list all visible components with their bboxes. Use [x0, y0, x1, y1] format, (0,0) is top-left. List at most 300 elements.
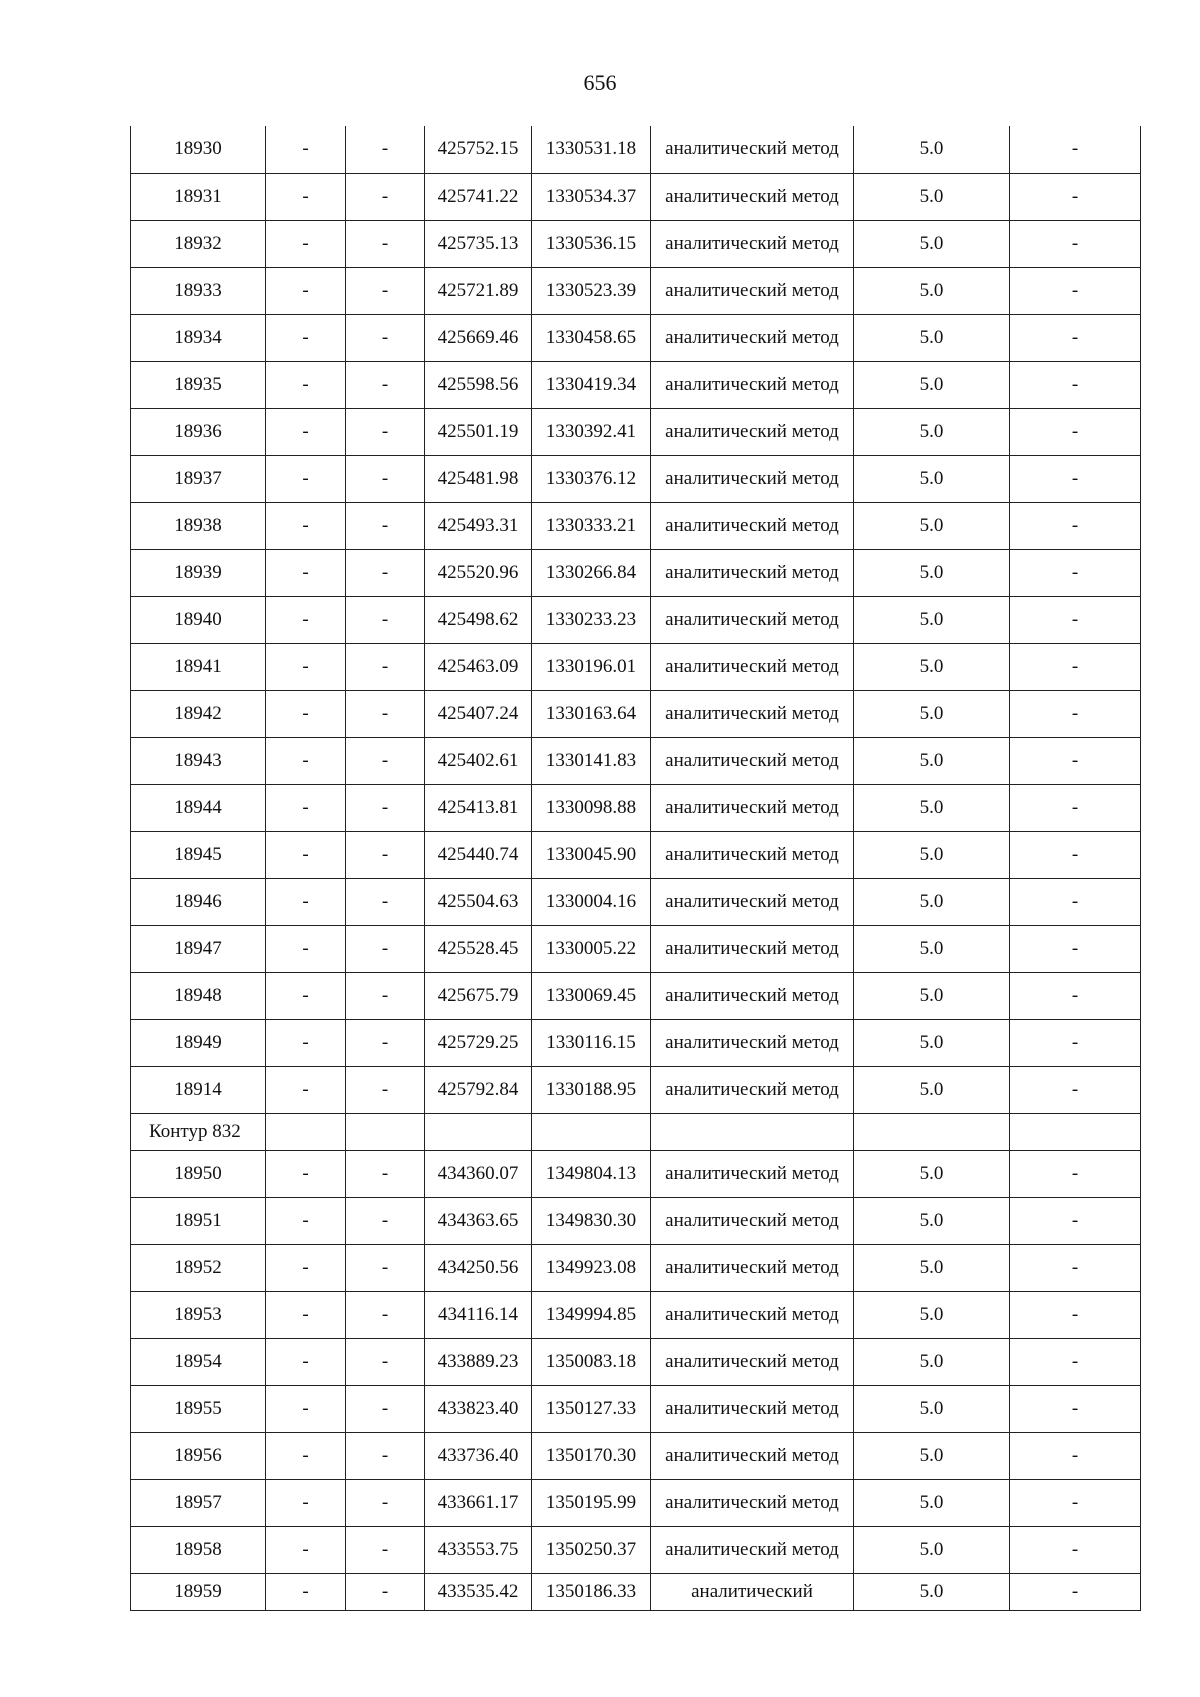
x-coordinate-cell: 425493.31	[425, 502, 532, 549]
y-coordinate-cell: 1330523.39	[532, 267, 651, 314]
dash-cell: -	[346, 831, 425, 878]
dash-cell: -	[266, 455, 346, 502]
empty-cell	[651, 1113, 854, 1150]
x-coordinate-cell: 425528.45	[425, 925, 532, 972]
empty-cell	[1010, 1113, 1141, 1150]
method-text: аналитический метод	[665, 1031, 839, 1053]
table-row	[131, 1526, 1141, 1573]
method-text: аналитический метод	[665, 279, 839, 301]
point-number-cell: 18940	[131, 596, 266, 643]
point-number-cell: 18948	[131, 972, 266, 1019]
table-row	[131, 878, 1141, 925]
precision-cell: 5.0	[854, 643, 1010, 690]
y-coordinate-cell: 1330376.12	[532, 455, 651, 502]
y-coordinate-cell: 1330188.95	[532, 1066, 651, 1113]
contour-label: Контур 832	[131, 1113, 266, 1150]
precision-cell: 5.0	[854, 784, 1010, 831]
dash-cell: -	[266, 831, 346, 878]
dash-cell: -	[266, 690, 346, 737]
table-row	[131, 1244, 1141, 1291]
dash-cell: -	[266, 1385, 346, 1432]
method-text: аналитический метод	[665, 1303, 839, 1325]
method-text: аналитический метод	[665, 984, 839, 1006]
x-coordinate-cell: 425741.22	[425, 173, 532, 220]
precision-cell: 5.0	[854, 1432, 1010, 1479]
y-coordinate-cell: 1350083.18	[532, 1338, 651, 1385]
y-coordinate-cell: 1330233.23	[532, 596, 651, 643]
precision-cell: 5.0	[854, 314, 1010, 361]
point-number-cell: 18947	[131, 925, 266, 972]
dash-cell: -	[266, 784, 346, 831]
x-coordinate-cell: 425520.96	[425, 549, 532, 596]
dash-cell: -	[266, 1479, 346, 1526]
dash-cell: -	[346, 549, 425, 596]
method-cell	[651, 596, 854, 643]
x-coordinate-cell: 425504.63	[425, 878, 532, 925]
table-row	[131, 596, 1141, 643]
note-cell: -	[1010, 1019, 1141, 1066]
dash-cell: -	[346, 361, 425, 408]
precision-cell: 5.0	[854, 1338, 1010, 1385]
note-cell: -	[1010, 361, 1141, 408]
x-coordinate-cell: 425463.09	[425, 643, 532, 690]
table-row	[131, 455, 1141, 502]
table-row	[131, 1150, 1141, 1197]
dash-cell: -	[346, 1244, 425, 1291]
table-row	[131, 925, 1141, 972]
method-cell	[651, 1573, 854, 1610]
dash-cell: -	[266, 1573, 346, 1610]
dash-cell: -	[346, 925, 425, 972]
method-cell	[651, 1197, 854, 1244]
dash-cell: -	[346, 1066, 425, 1113]
method-text: аналитический метод	[665, 1444, 839, 1466]
y-coordinate-cell: 1330069.45	[532, 972, 651, 1019]
table-row	[131, 220, 1141, 267]
x-coordinate-cell: 425752.15	[425, 126, 532, 173]
note-cell: -	[1010, 596, 1141, 643]
y-coordinate-cell: 1350250.37	[532, 1526, 651, 1573]
note-cell: -	[1010, 690, 1141, 737]
method-cell	[651, 925, 854, 972]
dash-cell: -	[346, 878, 425, 925]
point-number-cell: 18959	[131, 1573, 266, 1610]
y-coordinate-cell: 1349804.13	[532, 1150, 651, 1197]
x-coordinate-cell: 425721.89	[425, 267, 532, 314]
table-row	[131, 737, 1141, 784]
note-cell: -	[1010, 1150, 1141, 1197]
method-cell	[651, 1244, 854, 1291]
x-coordinate-cell: 434363.65	[425, 1197, 532, 1244]
note-cell: -	[1010, 1244, 1141, 1291]
y-coordinate-cell: 1330392.41	[532, 408, 651, 455]
method-text: аналитический метод	[665, 1350, 839, 1372]
note-cell: -	[1010, 267, 1141, 314]
method-cell	[651, 502, 854, 549]
x-coordinate-cell: 425407.24	[425, 690, 532, 737]
dash-cell: -	[266, 737, 346, 784]
method-text: аналитический метод	[665, 1256, 839, 1278]
x-coordinate-cell: 425675.79	[425, 972, 532, 1019]
note-cell: -	[1010, 1066, 1141, 1113]
precision-cell: 5.0	[854, 1479, 1010, 1526]
empty-cell	[425, 1113, 532, 1150]
dash-cell: -	[346, 455, 425, 502]
point-number-cell: 18946	[131, 878, 266, 925]
coordinates-table-body	[131, 126, 1141, 1610]
dash-cell: -	[346, 972, 425, 1019]
table-row	[131, 1432, 1141, 1479]
note-cell: -	[1010, 314, 1141, 361]
table-row	[131, 408, 1141, 455]
precision-cell: 5.0	[854, 737, 1010, 784]
point-number-cell: 18914	[131, 1066, 266, 1113]
point-number-cell: 18941	[131, 643, 266, 690]
y-coordinate-cell: 1330196.01	[532, 643, 651, 690]
note-cell: -	[1010, 549, 1141, 596]
note-cell: -	[1010, 455, 1141, 502]
method-cell	[651, 1526, 854, 1573]
note-cell: -	[1010, 1432, 1141, 1479]
y-coordinate-cell: 1330333.21	[532, 502, 651, 549]
precision-cell: 5.0	[854, 878, 1010, 925]
dash-cell: -	[346, 1526, 425, 1573]
note-cell: -	[1010, 1197, 1141, 1244]
x-coordinate-cell: 425501.19	[425, 408, 532, 455]
y-coordinate-cell: 1330005.22	[532, 925, 651, 972]
table-row	[131, 267, 1141, 314]
method-cell	[651, 1291, 854, 1338]
empty-cell	[532, 1113, 651, 1150]
dash-cell: -	[266, 1526, 346, 1573]
x-coordinate-cell: 433889.23	[425, 1338, 532, 1385]
y-coordinate-cell: 1350186.33	[532, 1573, 651, 1610]
table-row	[131, 831, 1141, 878]
precision-cell: 5.0	[854, 455, 1010, 502]
note-cell: -	[1010, 220, 1141, 267]
method-cell	[651, 784, 854, 831]
method-cell	[651, 972, 854, 1019]
method-cell	[651, 1385, 854, 1432]
point-number-cell: 18952	[131, 1244, 266, 1291]
method-cell	[651, 126, 854, 173]
note-cell: -	[1010, 1385, 1141, 1432]
x-coordinate-cell: 433535.42	[425, 1573, 532, 1610]
method-text: аналитический	[691, 1580, 813, 1602]
precision-cell: 5.0	[854, 690, 1010, 737]
dash-cell: -	[266, 173, 346, 220]
x-coordinate-cell: 425498.62	[425, 596, 532, 643]
x-coordinate-cell: 425402.61	[425, 737, 532, 784]
y-coordinate-cell: 1330534.37	[532, 173, 651, 220]
point-number-cell: 18939	[131, 549, 266, 596]
y-coordinate-cell: 1350195.99	[532, 1479, 651, 1526]
x-coordinate-cell: 433736.40	[425, 1432, 532, 1479]
precision-cell: 5.0	[854, 1573, 1010, 1610]
method-text: аналитический метод	[665, 608, 839, 630]
method-text: аналитический метод	[665, 1209, 839, 1231]
note-cell: -	[1010, 784, 1141, 831]
dash-cell: -	[266, 1432, 346, 1479]
method-text: аналитический метод	[665, 702, 839, 724]
precision-cell: 5.0	[854, 972, 1010, 1019]
dash-cell: -	[346, 267, 425, 314]
precision-cell: 5.0	[854, 1291, 1010, 1338]
dash-cell: -	[266, 1244, 346, 1291]
dash-cell: -	[266, 878, 346, 925]
method-text: аналитический метод	[665, 420, 839, 442]
method-text: аналитический метод	[665, 373, 839, 395]
method-cell	[651, 455, 854, 502]
dash-cell: -	[266, 925, 346, 972]
precision-cell: 5.0	[854, 408, 1010, 455]
table-row	[131, 502, 1141, 549]
y-coordinate-cell: 1330531.18	[532, 126, 651, 173]
y-coordinate-cell: 1330045.90	[532, 831, 651, 878]
x-coordinate-cell: 433661.17	[425, 1479, 532, 1526]
x-coordinate-cell: 425729.25	[425, 1019, 532, 1066]
method-text: аналитический метод	[665, 655, 839, 677]
point-number-cell: 18938	[131, 502, 266, 549]
precision-cell: 5.0	[854, 1385, 1010, 1432]
coordinates-table	[130, 126, 1141, 1611]
table-row	[131, 1066, 1141, 1113]
y-coordinate-cell: 1330458.65	[532, 314, 651, 361]
contour-header-row	[131, 1113, 1141, 1150]
point-number-cell: 18933	[131, 267, 266, 314]
point-number-cell: 18957	[131, 1479, 266, 1526]
dash-cell: -	[346, 314, 425, 361]
dash-cell: -	[266, 314, 346, 361]
dash-cell: -	[346, 1291, 425, 1338]
point-number-cell: 18954	[131, 1338, 266, 1385]
method-cell	[651, 314, 854, 361]
point-number-cell: 18953	[131, 1291, 266, 1338]
y-coordinate-cell: 1350127.33	[532, 1385, 651, 1432]
y-coordinate-cell: 1330163.64	[532, 690, 651, 737]
method-text: аналитический метод	[665, 1491, 839, 1513]
dash-cell: -	[346, 1019, 425, 1066]
table-row	[131, 690, 1141, 737]
note-cell: -	[1010, 878, 1141, 925]
point-number-cell: 18958	[131, 1526, 266, 1573]
method-cell	[651, 1066, 854, 1113]
dash-cell: -	[266, 1019, 346, 1066]
y-coordinate-cell: 1330266.84	[532, 549, 651, 596]
precision-cell: 5.0	[854, 1526, 1010, 1573]
dash-cell: -	[266, 549, 346, 596]
method-cell	[651, 267, 854, 314]
method-cell	[651, 643, 854, 690]
point-number-cell: 18930	[131, 126, 266, 173]
method-text: аналитический метод	[665, 232, 839, 254]
note-cell: -	[1010, 1479, 1141, 1526]
note-cell: -	[1010, 737, 1141, 784]
empty-cell	[346, 1113, 425, 1150]
y-coordinate-cell: 1330536.15	[532, 220, 651, 267]
precision-cell: 5.0	[854, 1150, 1010, 1197]
precision-cell: 5.0	[854, 596, 1010, 643]
method-text: аналитический метод	[665, 1162, 839, 1184]
precision-cell: 5.0	[854, 267, 1010, 314]
dash-cell: -	[346, 643, 425, 690]
point-number-cell: 18934	[131, 314, 266, 361]
precision-cell: 5.0	[854, 220, 1010, 267]
dash-cell: -	[266, 972, 346, 1019]
note-cell: -	[1010, 408, 1141, 455]
table-row	[131, 126, 1141, 173]
point-number-cell: 18935	[131, 361, 266, 408]
dash-cell: -	[346, 737, 425, 784]
dash-cell: -	[266, 1150, 346, 1197]
method-text: аналитический метод	[665, 1538, 839, 1560]
dash-cell: -	[266, 502, 346, 549]
dash-cell: -	[346, 173, 425, 220]
point-number-cell: 18944	[131, 784, 266, 831]
point-number-cell: 18951	[131, 1197, 266, 1244]
x-coordinate-cell: 433823.40	[425, 1385, 532, 1432]
method-cell	[651, 1150, 854, 1197]
precision-cell: 5.0	[854, 1244, 1010, 1291]
empty-cell	[854, 1113, 1010, 1150]
table-row	[131, 784, 1141, 831]
method-cell	[651, 408, 854, 455]
method-cell	[651, 1338, 854, 1385]
table-row	[131, 972, 1141, 1019]
table-row	[131, 1385, 1141, 1432]
dash-cell: -	[266, 1291, 346, 1338]
y-coordinate-cell: 1330141.83	[532, 737, 651, 784]
dash-cell: -	[346, 126, 425, 173]
dash-cell: -	[346, 1573, 425, 1610]
dash-cell: -	[346, 220, 425, 267]
x-coordinate-cell: 425440.74	[425, 831, 532, 878]
method-text: аналитический метод	[665, 185, 839, 207]
table-row	[131, 1573, 1141, 1610]
x-coordinate-cell: 434250.56	[425, 1244, 532, 1291]
dash-cell: -	[346, 596, 425, 643]
y-coordinate-cell: 1330116.15	[532, 1019, 651, 1066]
dash-cell: -	[266, 126, 346, 173]
table-row	[131, 361, 1141, 408]
method-cell	[651, 1019, 854, 1066]
x-coordinate-cell: 425481.98	[425, 455, 532, 502]
precision-cell: 5.0	[854, 1019, 1010, 1066]
note-cell: -	[1010, 1338, 1141, 1385]
point-number-cell: 18945	[131, 831, 266, 878]
table-row	[131, 1197, 1141, 1244]
precision-cell: 5.0	[854, 502, 1010, 549]
point-number-cell: 18932	[131, 220, 266, 267]
x-coordinate-cell: 434116.14	[425, 1291, 532, 1338]
method-text: аналитический метод	[665, 326, 839, 348]
point-number-cell: 18943	[131, 737, 266, 784]
note-cell: -	[1010, 925, 1141, 972]
method-cell	[651, 690, 854, 737]
point-number-cell: 18942	[131, 690, 266, 737]
table-row	[131, 1338, 1141, 1385]
method-cell	[651, 220, 854, 267]
precision-cell: 5.0	[854, 361, 1010, 408]
method-text: аналитический метод	[665, 467, 839, 489]
dash-cell: -	[346, 1432, 425, 1479]
method-text: аналитический метод	[665, 937, 839, 959]
table-row	[131, 1291, 1141, 1338]
point-number-cell: 18955	[131, 1385, 266, 1432]
y-coordinate-cell: 1330098.88	[532, 784, 651, 831]
method-text: аналитический метод	[665, 749, 839, 771]
x-coordinate-cell: 425598.56	[425, 361, 532, 408]
method-text: аналитический метод	[665, 1397, 839, 1419]
dash-cell: -	[266, 1338, 346, 1385]
dash-cell: -	[346, 1197, 425, 1244]
x-coordinate-cell: 434360.07	[425, 1150, 532, 1197]
dash-cell: -	[346, 502, 425, 549]
dash-cell: -	[266, 220, 346, 267]
empty-cell	[266, 1113, 346, 1150]
method-cell	[651, 1479, 854, 1526]
y-coordinate-cell: 1349923.08	[532, 1244, 651, 1291]
method-text: аналитический метод	[665, 843, 839, 865]
note-cell: -	[1010, 643, 1141, 690]
precision-cell: 5.0	[854, 173, 1010, 220]
point-number-cell: 18949	[131, 1019, 266, 1066]
note-cell: -	[1010, 1526, 1141, 1573]
dash-cell: -	[346, 1385, 425, 1432]
method-cell	[651, 878, 854, 925]
dash-cell: -	[266, 596, 346, 643]
dash-cell: -	[266, 267, 346, 314]
method-text: аналитический метод	[665, 796, 839, 818]
note-cell: -	[1010, 126, 1141, 173]
y-coordinate-cell: 1330419.34	[532, 361, 651, 408]
x-coordinate-cell: 433553.75	[425, 1526, 532, 1573]
dash-cell: -	[346, 1338, 425, 1385]
x-coordinate-cell: 425792.84	[425, 1066, 532, 1113]
point-number-cell: 18931	[131, 173, 266, 220]
dash-cell: -	[266, 1066, 346, 1113]
dash-cell: -	[346, 690, 425, 737]
method-cell	[651, 737, 854, 784]
note-cell: -	[1010, 502, 1141, 549]
dash-cell: -	[346, 784, 425, 831]
dash-cell: -	[266, 361, 346, 408]
method-cell	[651, 1432, 854, 1479]
dash-cell: -	[266, 1197, 346, 1244]
precision-cell: 5.0	[854, 1066, 1010, 1113]
table-row	[131, 314, 1141, 361]
precision-cell: 5.0	[854, 126, 1010, 173]
precision-cell: 5.0	[854, 1197, 1010, 1244]
y-coordinate-cell: 1349994.85	[532, 1291, 651, 1338]
x-coordinate-cell: 425413.81	[425, 784, 532, 831]
table-row	[131, 643, 1141, 690]
note-cell: -	[1010, 972, 1141, 1019]
note-cell: -	[1010, 1291, 1141, 1338]
x-coordinate-cell: 425669.46	[425, 314, 532, 361]
method-text: аналитический метод	[665, 561, 839, 583]
method-cell	[651, 173, 854, 220]
method-text: аналитический метод	[665, 514, 839, 536]
dash-cell: -	[346, 408, 425, 455]
dash-cell: -	[266, 408, 346, 455]
page-number: 656	[583, 70, 617, 95]
table-row	[131, 173, 1141, 220]
precision-cell: 5.0	[854, 549, 1010, 596]
point-number-cell: 18956	[131, 1432, 266, 1479]
dash-cell: -	[346, 1150, 425, 1197]
note-cell: -	[1010, 1573, 1141, 1610]
